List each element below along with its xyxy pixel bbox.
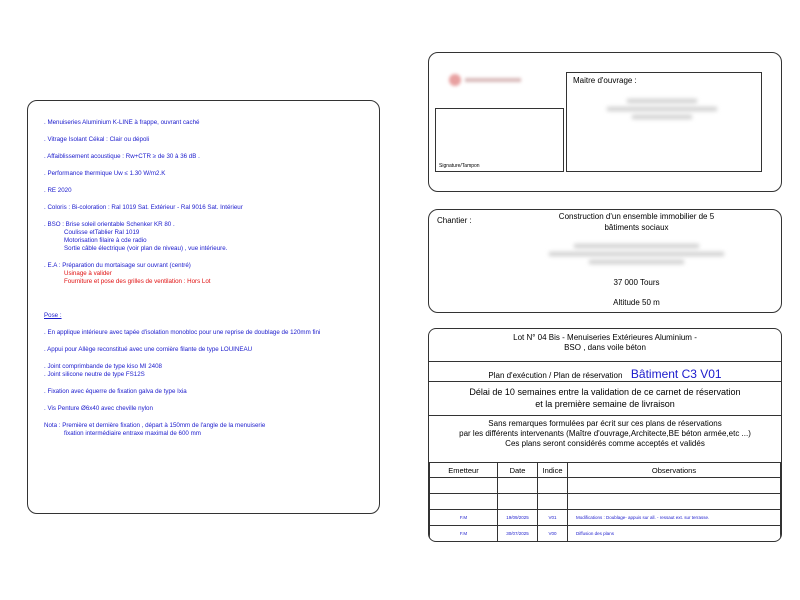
remarks-line-1: Sans remarques formulées par écrit sur ces plans de réservations xyxy=(488,419,722,428)
spec-line: . Coloris : Bi-coloration : Ral 1019 Sat. Extérieur - Ral 9016 Sat. Intérieur xyxy=(44,204,243,211)
cell-observations: Diffusion des plans xyxy=(568,526,781,542)
batiment-title: Bâtiment C3 V01 xyxy=(630,367,722,381)
ea-line: . E.A : Préparation du mortaisage sur ouvrant (centré) xyxy=(44,262,191,269)
pose-line: . Appui pour Allège reconstitué avec une cornière filante de type LOUINEAU xyxy=(44,346,253,353)
cell-indice: V00 xyxy=(538,526,568,542)
spec-line: . Menuiseries Aluminium K-LINE à frappe, ouvrant caché xyxy=(44,119,200,126)
ea-line: Fourniture et pose des grilles de ventilation : Hors Lot xyxy=(64,278,211,285)
header-indice: Indice xyxy=(538,463,568,478)
bso-line: . BSO : Brise soleil orientable Schenker KR 80 . xyxy=(44,221,175,228)
delai-line-2: et la première semaine de livraison xyxy=(535,399,675,409)
signature-box xyxy=(435,108,564,172)
pose-line: . En applique intérieure avec tapée d'isolation monobloc pour une reprise de doublage de 120mm fini xyxy=(44,329,321,336)
chantier-altitude: Altitude 50 m xyxy=(613,298,660,307)
pose-line: . Joint silicone neutre de type FS12S xyxy=(44,371,145,378)
ea-line: Usinage à valider xyxy=(64,270,112,277)
remarks-line-2: par les différents intervenants (Maître d'ouvrage,Architecte,BE béton armée,etc ...) xyxy=(459,429,751,438)
bso-line: Coulisse etTablier Ral 1019 xyxy=(64,229,140,236)
table-row xyxy=(430,494,781,510)
spec-line: . RE 2020 xyxy=(44,187,72,194)
delai-row xyxy=(429,382,781,416)
delai-line-1: Délai de 10 semaines entre la validation de ce carnet de réservation xyxy=(469,387,741,397)
maitre-ouvrage-label: Maitre d'ouvrage : xyxy=(573,76,637,85)
chantier-title-1: Construction d'un ensemble immobilier de 5 xyxy=(558,212,715,221)
bso-line: Sortie câble électrique (voir plan de niveau) , vue intérieure. xyxy=(64,245,228,252)
cell-date: 30/07/2025 xyxy=(498,526,538,542)
remarks-row xyxy=(429,416,781,462)
table-row xyxy=(430,478,781,494)
header-emetteur: Emetteur xyxy=(430,463,498,478)
specifications-panel xyxy=(27,100,380,514)
owner-panel xyxy=(428,52,782,192)
chantier-label: Chantier : xyxy=(437,216,472,225)
cell-emetteur: F.M xyxy=(430,510,498,526)
remarks-line-3: Ces plans seront considérés comme acceptés et validés xyxy=(505,439,705,448)
plan-row xyxy=(429,362,781,382)
plan-label: Plan d'exécution / Plan de réservation xyxy=(488,371,623,380)
pose-line: . Joint comprimbande de type kiso MI 2408 xyxy=(44,363,162,370)
table-header-row xyxy=(430,463,781,478)
signature-label: Signature/Tampon xyxy=(439,163,480,169)
redacted-site-address xyxy=(549,242,724,268)
lot-line-2: BSO , dans voile béton xyxy=(564,343,646,352)
pose-title: Pose : xyxy=(44,312,62,319)
lot-line-1: Lot N° 04 Bis - Menuiseries Extérieures Aluminium - xyxy=(513,333,697,342)
redacted-address xyxy=(607,97,717,123)
chantier-title-2: bâtiments sociaux xyxy=(604,223,669,232)
cell-indice: V01 xyxy=(538,510,568,526)
cell-observations: Modifications : Doublage- appuis sur all. - ressaut ext. sur terrasse. xyxy=(568,510,781,526)
header-observations: Observations xyxy=(568,463,781,478)
spec-line: . Affaiblissement acoustique : Rw+CTR ≥ de 30 à 36 dB . xyxy=(44,153,200,160)
cell-date: 19/09/2025 xyxy=(498,510,538,526)
cell-emetteur: F.M xyxy=(430,526,498,542)
chantier-panel xyxy=(428,209,782,313)
revision-table xyxy=(429,462,781,542)
chantier-city: 37 000 Tours xyxy=(613,278,660,287)
nota-line: Nota : Première et dernière fixation , départ à 150mm de l'angle de la menuiserie xyxy=(44,422,266,429)
pose-line: . Fixation avec équerre de fixation galva de type Ixia xyxy=(44,388,187,395)
maitre-ouvrage-box xyxy=(566,72,762,172)
nota-line: fixation intermédiaire entraxe maximal de 600 mm xyxy=(64,430,201,437)
lot-header xyxy=(429,329,781,362)
company-logo xyxy=(449,73,521,87)
spec-line: . Vitrage Isolant Cékal : Clair ou dépoli xyxy=(44,136,150,143)
header-date: Date xyxy=(498,463,538,478)
spec-line: . Performance thermique Uw ≤ 1.30 W/m2.K xyxy=(44,170,166,177)
bso-line: Motorisation filaire à cde radio xyxy=(64,237,147,244)
table-row xyxy=(430,510,781,526)
pose-line: . Vis Penture Ø6x40 avec cheville nylon xyxy=(44,405,153,412)
lot-panel xyxy=(428,328,782,542)
table-row xyxy=(430,526,781,542)
